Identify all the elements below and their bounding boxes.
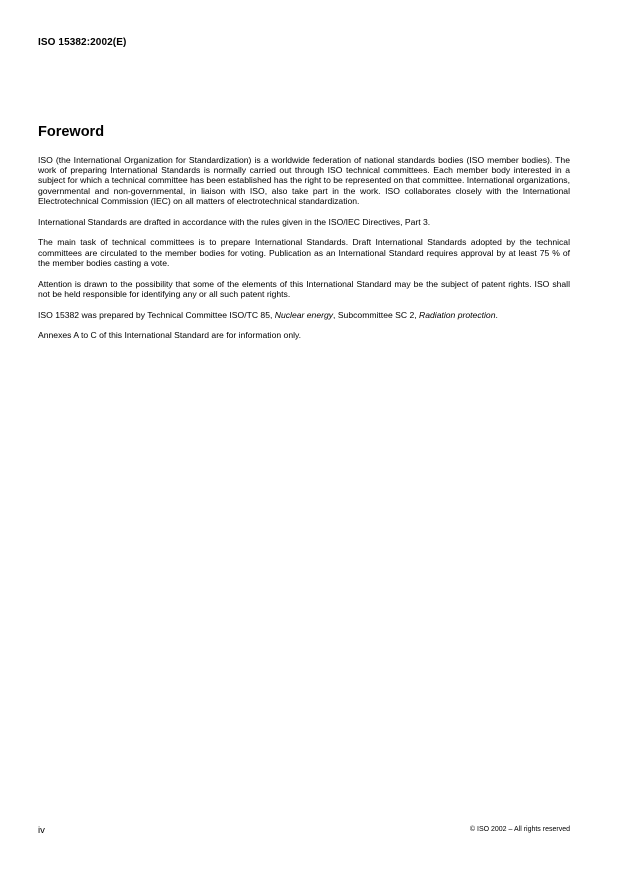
paragraph-annexes: Annexes A to C of this International Standard are for information only. <box>38 330 302 341</box>
paragraph-patent-rights: Attention is drawn to the possibility that some of the elements of this International Standard may be the subject of patent rights. ISO shall not be held responsible for identifying any or all such patent rights. <box>38 278 570 299</box>
foreword-body <box>38 155 570 351</box>
paragraph-prepared-by <box>38 310 570 320</box>
page-title: Foreword <box>38 124 105 140</box>
prepared-by-text-3: . <box>495 309 498 320</box>
prepared-by-text-2: , Subcommittee SC 2, <box>333 309 420 320</box>
committee-name: Nuclear energy <box>274 309 334 320</box>
page-number: iv <box>38 825 45 836</box>
paragraph-iso-overview: ISO (the International Organization for Standardization) is a worldwide federation of national standards bodies (ISO member bodies). The work of preparing International Standards is normally carried out through ISO technical committees. Each member body interested in a subject for which a technical committee has been established has the right to be represented on that committee. International organizations, governmental and non-governmental, in liaison with ISO, also take part in the work. ISO collaborates closely with the International Electrotechnical Commission (IEC) on all matters of electrotechnical standardization. <box>38 155 570 206</box>
paragraph-drafting-rules: International Standards are drafted in accordance with the rules given in the ISO/IEC Directives, Part 3. <box>38 216 431 227</box>
document-id-header: ISO 15382:2002(E) <box>38 37 127 48</box>
subcommittee-name: Radiation protection <box>419 309 496 320</box>
prepared-by-text-1: ISO 15382 was prepared by Technical Committee ISO/TC 85, <box>38 309 275 320</box>
paragraph-technical-committees: The main task of technical committees is to prepare International Standards. Draft International Standards adopted by the technical committees are circulated to the member bodies for voting. Publication as an International Standard requires approval by at least 75 % of the member bodies casting a vote. <box>38 237 570 268</box>
copyright-notice: © ISO 2002 – All rights reserved <box>469 826 570 833</box>
